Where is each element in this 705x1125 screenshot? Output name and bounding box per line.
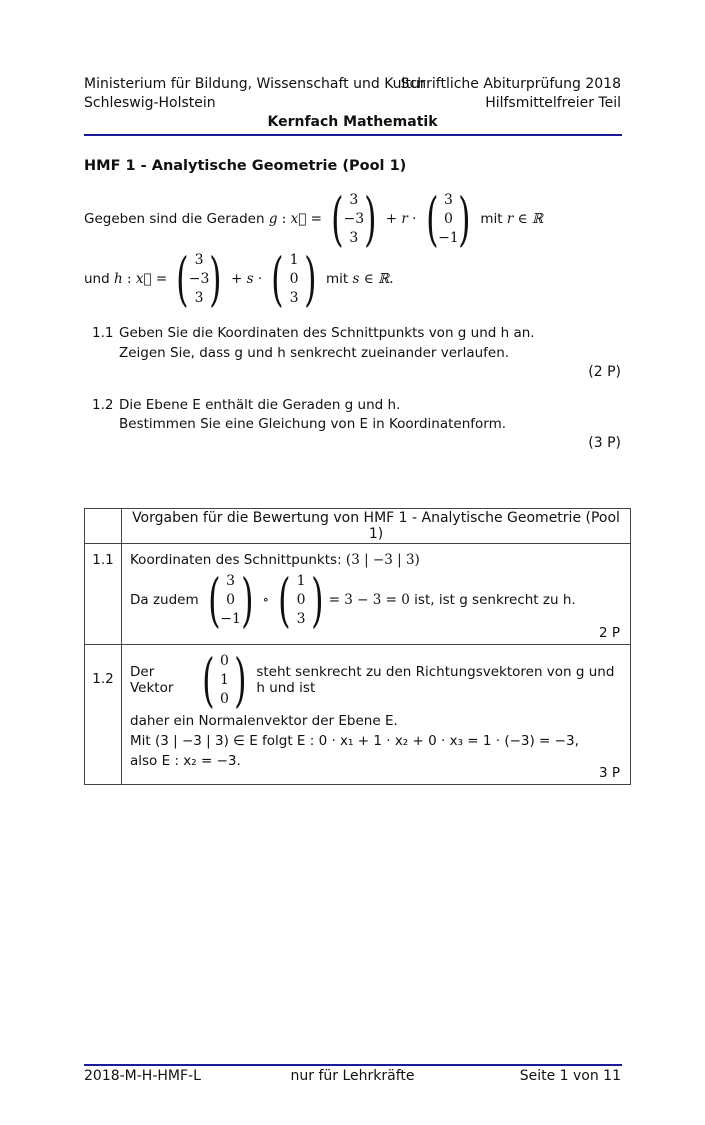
header-state: Schleswig-Holstein [84,95,216,111]
item-1-2-number: 1.2 [92,397,114,413]
header-rule [84,134,622,136]
header-exam: Schriftliche Abiturprüfung 2018 [400,76,621,92]
g-param: r ∈ ℝ [506,211,544,227]
item-1-1-line1: Geben Sie die Koordinaten des Schnittpunkts von g und h an. [119,325,535,341]
intro-text: Gegeben sind die Geraden [84,211,265,227]
row-number: 1.2 [85,645,122,785]
item-1-2-points: (3 P) [588,435,621,451]
row-1-2-points: 3 P [598,765,620,781]
footer-rule [84,1064,622,1066]
footer-code: 2018-M-H-HMF-L [84,1068,201,1084]
footer-audience: nur für Lehrkräfte [290,1068,415,1084]
row-number: 1.1 [85,544,122,645]
row-1-2-line2: daher ein Normalenvektor der Ebene E. [130,713,398,729]
h-support-vector: ( 3 −3 3 ) [176,245,222,313]
header-part: Hilfsmittelfreier Teil [485,95,621,111]
table-row [85,645,631,785]
line-g-definition: Gegeben sind die Geraden g : x⃗ = ( 3 −3 3 ) + r · ( 3 0 −1 ) mit r ∈ ℝ [84,185,544,253]
row-1-1-point: (3 | −3 | 3) [345,552,420,568]
item-1-1-line2: Zeigen Sie, dass g und h senkrecht zueinander verlaufen. [119,345,510,361]
footer-page-number: Seite 1 von 11 [519,1068,621,1084]
header-ministry: Ministerium für Bildung, Wissenschaft und Kultur [84,76,426,92]
item-1-1-number: 1.1 [92,325,114,341]
row-1-1-dot-product: Da zudem ( 3 0 −1 ) ∘ ( 1 0 3 ) = 3 − 3 = 0 ist, ist g senkrecht zu h. [130,566,576,634]
evaluation-table [84,508,631,785]
g-support-vector: ( 3 −3 3 ) [331,185,377,253]
h-label: h [113,271,123,287]
item-1-1-points: (2 P) [588,364,621,380]
h-direction-vector: ( 1 0 3 ) [271,245,317,313]
row-1-1-line1: Koordinaten des Schnittpunkts: [130,552,342,568]
g-direction-vector: ( 3 0 −1 ) [425,185,471,253]
table-header: Vorgaben für die Bewertung von HMF 1 - Analytische Geometrie (Pool 1) [122,509,631,544]
item-1-2-line2: Bestimmen Sie eine Gleichung von E in Koordinatenform. [119,416,507,432]
task-title: HMF 1 - Analytische Geometrie (Pool 1) [84,158,407,174]
g-label: g [268,211,278,227]
item-1-2-line1: Die Ebene E enthält die Geraden g und h. [119,397,401,413]
line-h-definition: und h : x⃗ = ( 3 −3 3 ) + s · ( 1 0 3 ) mit s ∈ ℝ. [84,245,394,313]
header-subject: Kernfach Mathematik [267,114,438,130]
table-row [85,544,631,645]
row-1-2-line3: Mit (3 | −3 | 3) ∈ E folgt E : 0 · x₁ + 1 · x₂ + 0 · x₃ = 1 · (−3) = −3, [130,733,579,749]
row-1-2-line4: also E : x₂ = −3. [130,753,241,769]
h-param: s ∈ ℝ. [352,271,394,287]
row-1-2-normal-vector: Der Vektor ( 0 1 0 ) steht senkrecht zu den Richtungsvektoren von g und h und ist [130,646,615,714]
row-1-1-points: 2 P [598,625,620,641]
